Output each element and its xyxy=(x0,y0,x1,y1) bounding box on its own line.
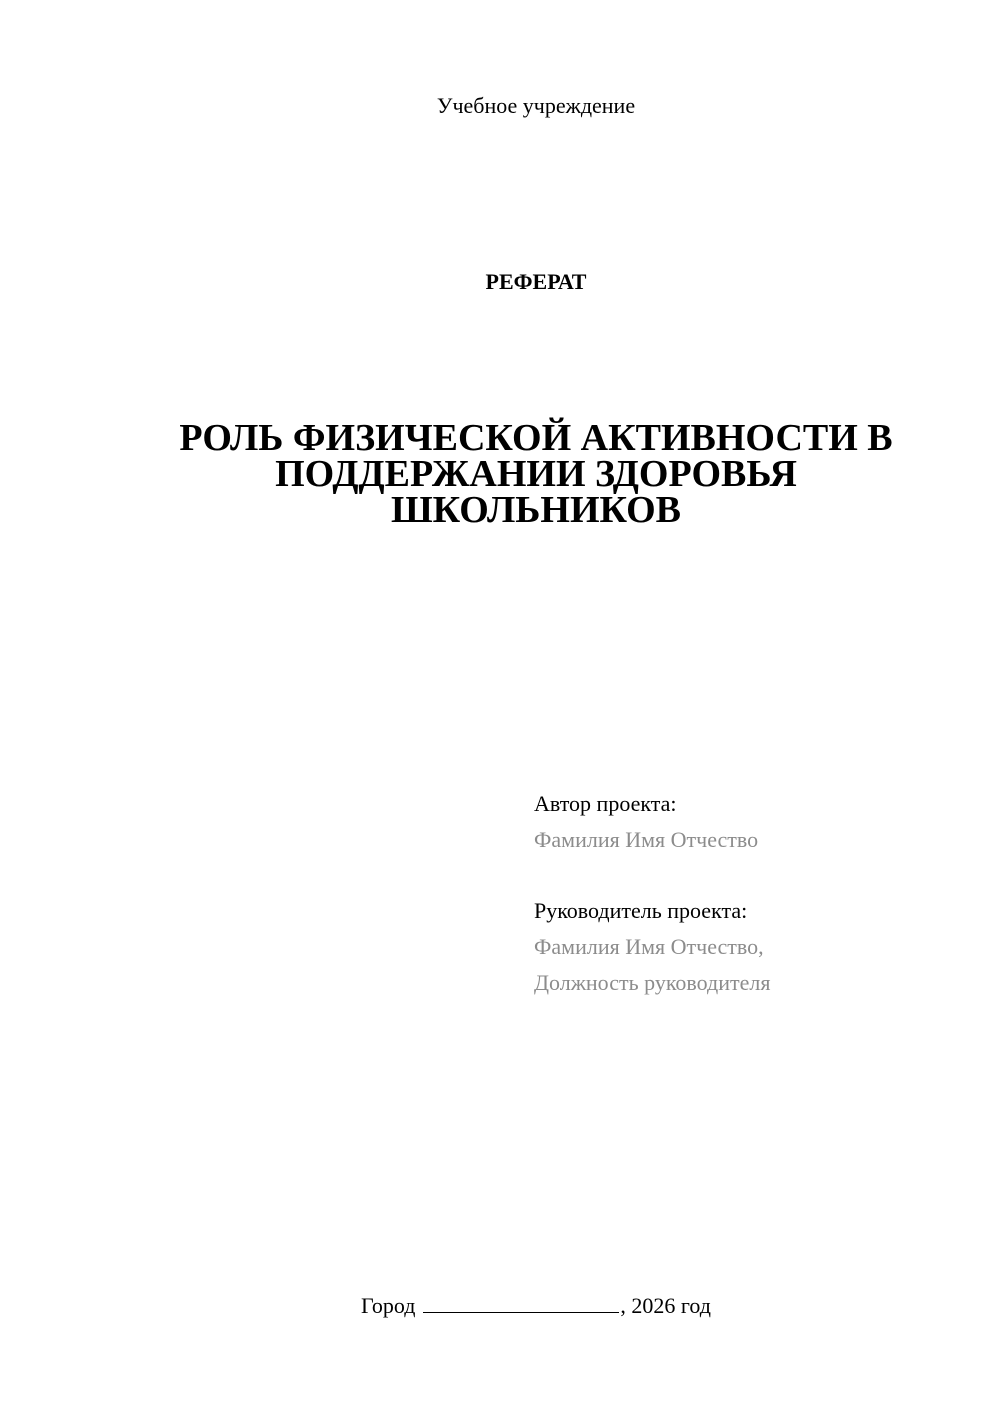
supervisor-name-placeholder: Фамилия Имя Отчество, xyxy=(534,934,764,959)
document-title: РОЛЬ ФИЗИЧЕСКОЙ АКТИВНОСТИ В ПОДДЕРЖАНИИ ЗДОРОВЬЯ ШКОЛЬНИКОВ xyxy=(179,417,893,531)
author-block xyxy=(534,786,974,858)
city-year-line xyxy=(0,1290,1000,1321)
year-text: , 2026 год xyxy=(620,1293,711,1318)
supervisor-label: Руководитель проекта: xyxy=(534,898,748,923)
supervisor-block xyxy=(534,893,974,1001)
city-label: Город xyxy=(361,1293,416,1318)
author-name-placeholder: Фамилия Имя Отчество xyxy=(534,827,759,852)
author-label: Автор проекта: xyxy=(534,791,677,816)
supervisor-position-placeholder: Должность руководителя xyxy=(534,970,771,995)
city-blank-line xyxy=(423,1290,619,1313)
document-type: РЕФЕРАТ xyxy=(485,269,587,294)
institution-name: Учебное учреждение xyxy=(436,93,636,118)
